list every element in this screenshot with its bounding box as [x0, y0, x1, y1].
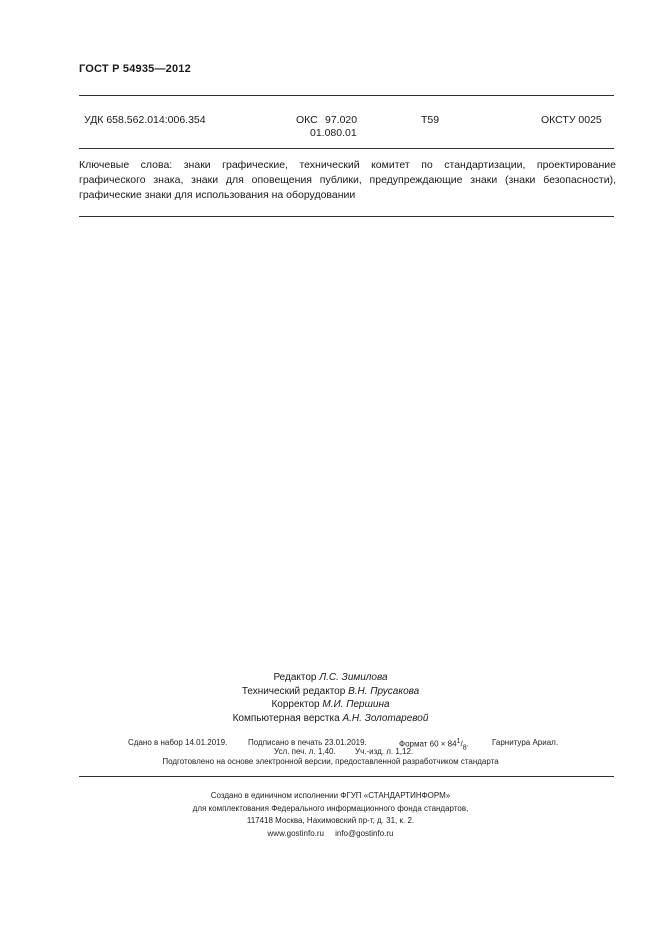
credit-role: Компьютерная верстка: [232, 712, 340, 724]
credit-name: В.Н. Прусакова: [348, 685, 420, 697]
credit-role: Технический редактор: [241, 685, 346, 697]
footer-line: www.gostinfo.ru info@gostinfo.ru: [267, 828, 394, 838]
prepared-note: Подготовлено на основе электронной версии, предоставленной разработчиком стандарта: [162, 757, 499, 766]
credit-editor: [0, 671, 661, 685]
format-denominator: 8: [462, 744, 467, 752]
credit-role: Редактор: [273, 672, 317, 683]
oks-label: ОКС: [296, 114, 318, 126]
credit-name: М.И. Першина: [322, 699, 390, 710]
classification-divider: [79, 148, 614, 149]
credit-proofreader: [0, 698, 661, 712]
signed-date: Подписано в печать 23.01.2019.: [248, 738, 367, 747]
credit-name: А.Н. Золотаревой: [342, 712, 429, 724]
print-sheets: Усл. печ. л. 1,40.: [274, 747, 336, 756]
format-prefix: Формат 60 × 84: [399, 739, 457, 749]
keywords-divider: [79, 216, 614, 217]
footer-divider: [79, 776, 614, 777]
credit-name: Л.С. Зимилова: [319, 672, 388, 683]
font-info: Гарнитура Ариал.: [492, 738, 559, 747]
format-suffix: .: [466, 739, 469, 749]
udk-code: УДК 658.562.014:006.354: [84, 114, 206, 126]
oks-code-2: 01.080.01: [310, 127, 357, 139]
oks-code-1: 97.020: [325, 114, 358, 126]
standard-number: ГОСТ Р 54935—2012: [79, 63, 191, 75]
submitted-date: Сдано в набор 14.01.2019.: [128, 738, 228, 747]
publisher-footer: [0, 790, 661, 840]
group-code: Т59: [421, 114, 440, 126]
top-divider: [79, 95, 614, 96]
format-numerator: 1: [456, 738, 461, 745]
credit-layout: [0, 712, 661, 726]
keywords-paragraph: Ключевые слова: знаки графические, технический комитет по стандартизации, проектирование графического знака, знаки для оповещения публики, предупреждающие знаки (знаки безопасности), графические знаки для использования на оборудовании: [79, 159, 616, 201]
okstu-code: ОКСТУ 0025: [541, 114, 602, 126]
footer-line: для комплектования Федерального информационного фонда стандартов,: [192, 803, 469, 813]
credit-role: Корректор: [271, 699, 320, 710]
format-info: Формат $60 \times 84^1/_8$.: [399, 738, 469, 752]
footer-line: Создано в единичном исполнении ФГУП «СТАНДАРТИНФОРМ»: [210, 791, 451, 800]
publishing-sheets: Уч.-изд. л. 1,12.: [355, 747, 414, 756]
credit-tech-editor: [0, 685, 661, 699]
footer-line: 117418 Москва, Нахимовский пр-т, д. 31, к. 2.: [246, 816, 415, 825]
credits-block: [0, 671, 661, 725]
